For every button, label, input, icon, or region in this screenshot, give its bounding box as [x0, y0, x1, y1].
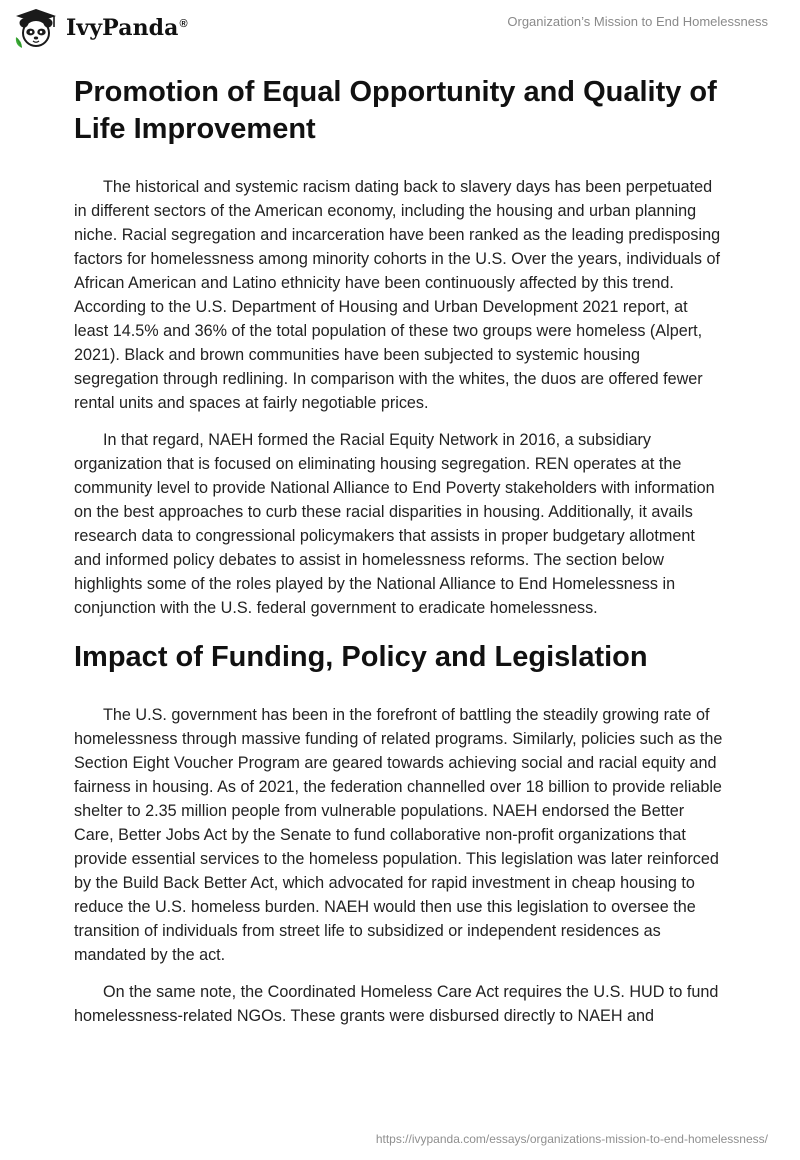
panda-logo-icon [12, 7, 60, 49]
document-title: Organization’s Mission to End Homelessness [507, 14, 768, 29]
brand-name: IvyPanda® [66, 15, 188, 41]
paragraph: The U.S. government has been in the forefront of battling the steadily growing rate of homelessness through massive funding of related programs. Similarly, policies such as the Section Eight Voucher Program are geared towards achieving social and racial equity and fairness in housing. As of 2021, the federation channelled over 18 billion to provide reliable shelter to 2.35 million people from vulnerable populations. NAEH endorsed the Better Care, Better Jobs Act by the Senate to fund collaborative non-profit organizations that provide essential services to the homeless population. This legislation was later reinforced by the Build Back Better Act, which advocated for rapid investment in cheap housing to reduce the U.S. homeless burden. NAEH would then use this legislation to oversee the transition of individuals from street life to subsidized or independent residences as mandated by the act. [74, 706, 723, 964]
paragraph: The historical and systemic racism dating back to slavery days has been perpetuated in different sectors of the American economy, including the housing and urban planning niche. Racial segregation and incarceration have been ranked as the leading predisposing factors for homelessness among minority cohorts in the U.S. Over the years, individuals of African American and Latino ethnicity have been continuously affected by this trend. According to the U.S. Department of Housing and Urban Development 2021 report, at least 14.5% and 36% of the total population of these two groups were homeless (Alpert, 2021). Black and brown communities have been subjected to systemic housing segregation through redlining. In comparison with the whites, the duos are offered fewer rental units and spaces at fairly negotiable prices. [74, 178, 721, 412]
source-url[interactable]: https://ivypanda.com/essays/organizations-mission-to-end-homelessness/ [375, 1132, 768, 1146]
paragraph: On the same note, the Coordinated Homeless Care Act requires the U.S. HUD to fund homelessness-related NGOs. These grants were disbursed directly to NAEH and [74, 983, 719, 1025]
page-header [0, 0, 800, 58]
ivypanda-logo[interactable] [12, 7, 188, 49]
paragraph: In that regard, NAEH formed the Racial Equity Network in 2016, a subsidiary organization that is focused on eliminating housing segregation. REN operates at the community level to provide National Alliance to End Poverty stakeholders with information on the best approaches to curb these racial disparities in housing. Additionally, it avails research data to congressional policymakers that assists in proper budgetary allotment and informed policy debates to assist in homelessness reforms. The section below highlights some of the roles played by the National Alliance to End Homelessness in conjunction with the U.S. federal government to eradicate homelessness. [74, 431, 715, 617]
article-body [74, 74, 726, 1028]
section-heading: Impact of Funding, Policy and Legislation [74, 641, 648, 673]
section-heading: Promotion of Equal Opportunity and Quality of Life Improvement [74, 76, 717, 145]
